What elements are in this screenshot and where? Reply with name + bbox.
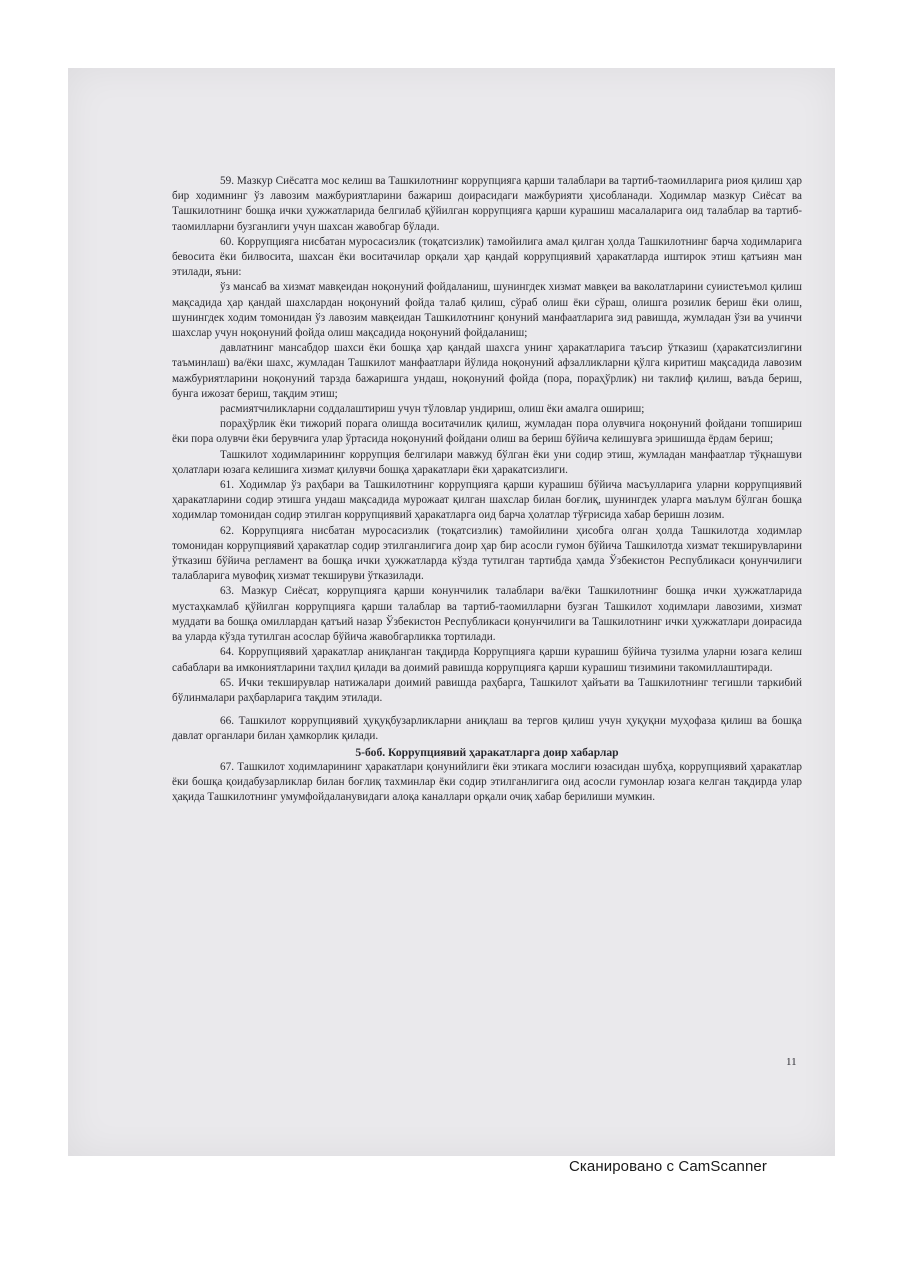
page-number: 11	[786, 1056, 797, 1068]
paragraph-65: 65. Ички текширувлар натижалари доимий равишда раҳбарга, Ташкилот ҳайъати ва Ташкилотнинг тегишли таркибий бўлинмалари раҳбарларига тақдим этилади.	[172, 676, 802, 704]
paragraph-60-item-3: расмиятчиликларни соддалаштириш учун тўловлар ундириш, олиш ёки амалга ошириш;	[220, 403, 645, 416]
paragraph-60: 60. Коррупцияга нисбатан муросасизлик (тоқатсизлик) тамойилига амал қилган ҳолда Ташкилотнинг барча ходимларига бевосита ёки билвосита, шахсан ёки воситачилар орқали ҳар қандай коррупциявий ҳаракатларда иштирок этиш қатъиян ман этилади, яъни:	[172, 235, 802, 279]
paragraph-61: 61. Ходимлар ўз раҳбари ва Ташкилотнинг коррупцияга қарши курашиш бўйича масъулларига уларни коррупциявий ҳаракатларини содир этишга ундаш мақсадида мурожаат қилган шахслар билан боғлиқ, шунингдек уларга маълум бўлган бошқа ходимлар томонидан содир этилган коррупциявий ҳаракатларга оид барча ҳолатлар тўғрисида хабар беришн лозим.	[172, 479, 802, 522]
document-body	[172, 174, 802, 805]
paragraph-67: 67. Ташкилот ходимларининг ҳаракатлари қонунийлиги ёки этикага мослиги юзасидан шубҳа, коррупциявий ҳаракатлар ёки бошқа қоидабузарликлар билан боғлиқ тахминлар ёки содир этилганлигига оид асосли гумонлар юзага келган тақдирда улар ҳақида Ташкилотнинг умумфойдаланувидаги алоқа каналлари орқали очиқ хабар берилиши мумкин.	[172, 760, 802, 804]
paragraph-59: 59. Мазкур Сиёсатга мос келиш ва Ташкилотнинг коррупцияга қарши талаблари ва тартиб-таомилларига риоя қилиш ҳар бир ходимнинг ўз лавозим мажбуриятларини бажариш доирасидаги мажбурияти ҳисобланади. Ходимлар мазкур Сиёсат ва Ташкилотнинг бошқа ички ҳужжатларида белгилаб қўйилган коррупцияга қарши курашиш масалаларига оид талаблар ва тартиб-таомилларни бузганлиги учун шахсан жавобгар бўлади.	[172, 175, 802, 233]
paragraph-60-item-5: Ташкилот ходимларининг коррупция белгилари мавжуд бўлган ёки уни содир этиш, жумладан манфаатлар тўқнашуви ҳолатлари юзага келишига хизмат қилувчи бошқа ҳаракатлари ёки ҳаракатсизлиги.	[172, 448, 802, 476]
paragraph-64: 64. Коррупциявий ҳаракатлар аниқланган тақдирда Коррупцияга қарши курашиш бўйича тузилма уларни юзага келиш сабаблари ва имкониятларини таҳлил қилади ва доимий равишда коррупцияга қарши курашиш тизимини такомиллаштиради.	[172, 646, 802, 674]
paragraph-66: 66. Ташкилот коррупциявий ҳуқуқбузарликларни аниқлаш ва тергов қилиш учун ҳуқуқни муҳофаза қилиш ва бошқа давлат органлари билан ҳамкорлик қилади.	[172, 715, 802, 743]
paragraph-60-item-4: пораҳўрлик ёки тижорий порага олишда воситачилик қилиш, жумладан пора олувчига ноқонуний фойдани топшириш ёки пора олувчи ёки берувчига улар ўртасида ноқонуний фойдани олиш ва бериш бўйича келишувга эришишда ёрдам бериш;	[172, 418, 802, 446]
chapter-heading: 5-боб. Коррупциявий ҳаракатларга доир хабарлар	[355, 745, 619, 759]
paragraph-63: 63. Мазкур Сиёсат, коррупцияга қарши конунчилик талаблари ва/ёки Ташкилотнинг бошқа ички ҳужжатларида мустаҳкамлаб қўйилган коррупцияга қарши талаблар ва тартиб-таомилларни бузган Ташкилот ходимлари лавозими, хизмат муддати ва бошқа омиллардан қатъий назар Ўзбекистон Республикаси қонунчилиги ва Ташкилотнинг ички ҳужжатлари доирасида ва уларда кўзда тутилган асослар бўйича жавобгарликка тортилади.	[172, 585, 802, 644]
paragraph-60-item-2: давлатнинг мансабдор шахси ёки бошқа ҳар қандай шахсга унинг ҳаракатларига таъсир ўтказиш (ҳаракатсизлигини таъминлаш) ва/ёки шахс, жумладан Ташкилот манфаатлари йўлида ноқонуний афзалликларни қўлга киритиш мақсадида лавозим мажбуриятларини ноқонуний тарзда бажаришга ундаш, ноқонуний фойда (пора, пораҳўрлик) ни таклиф қилиш, ваъда бериш, бунга ижозат бериш, тақдим этиш;	[172, 342, 802, 400]
camscanner-watermark: Сканировано с CamScanner	[569, 1158, 767, 1175]
paragraph-60-item-1: ўз мансаб ва хизмат мавқеидан ноқонуний фойдаланиш, шунингдек хизмат мавқеи ва ваколатларини суиистеъмол қилиш мақсадида ҳар қандай шахслардан ноқонуний фойда талаб қилиш, сўраб олиш ёки сўраш, олишга розилик бериш ёки олиш, шунингдек ходим томонидан ўз лавозим мавқеидан Ташкилотнинг қонуний манфаатларига зид равишда, жумладан ўзи ва учинчи шахслар учун ноқонуний фойда олиш мақсадида ноқонуний фойдаланиш;	[172, 281, 802, 340]
paragraph-62: 62. Коррупцияга нисбатан муросасизлик (тоқатсизлик) тамойилини ҳисобга олган ҳолда Ташкилотда ходимлар томонидан коррупциявий ҳаракатлар содир этилганлигига доир ҳар бир асосли гумон бўйича Ташкилотда хизмат текширувларини ўтказиш бўйича регламент ва бошқа ички ҳужжатларда кўзда тутилган тартибда ҳамда Ўзбекистон Республикаси қонунчилиги талабларига мувофиқ хизмат текшируви ўтказилади.	[172, 524, 802, 583]
